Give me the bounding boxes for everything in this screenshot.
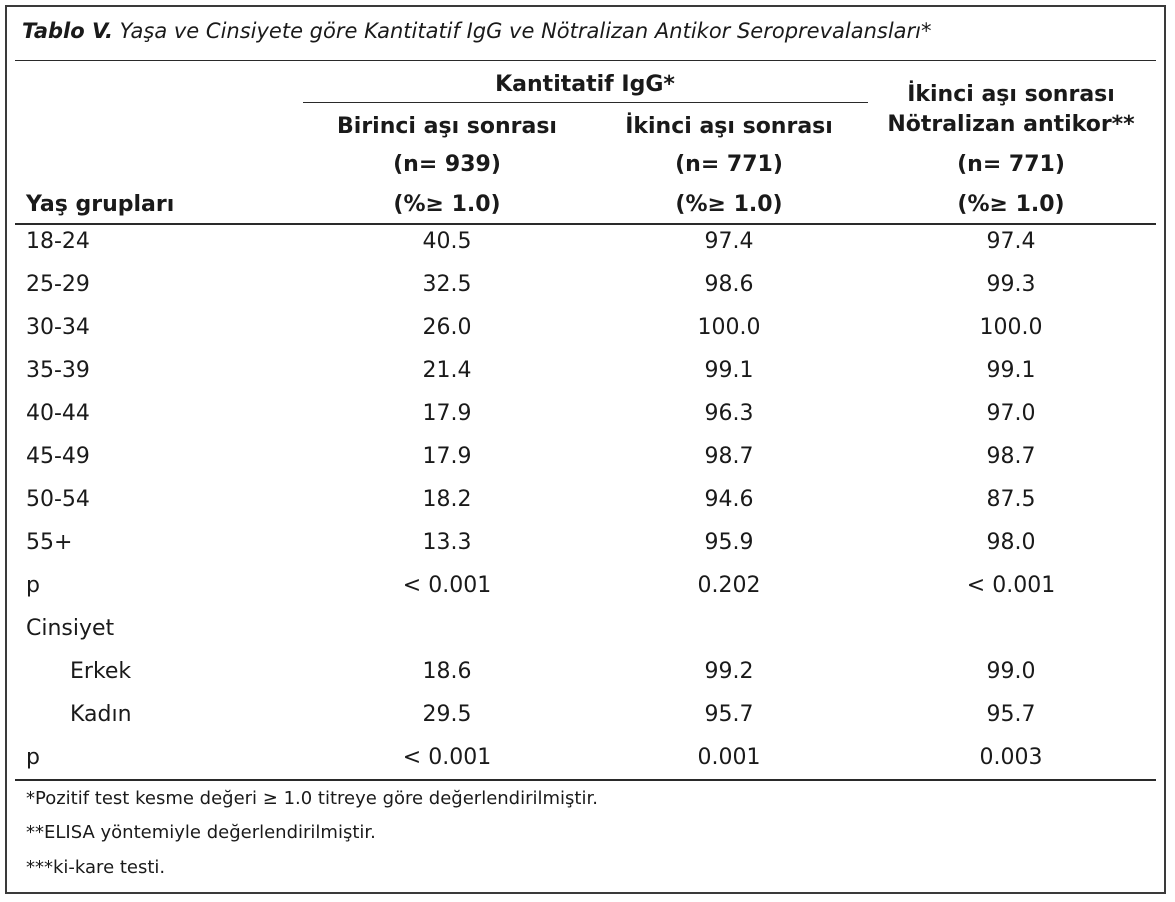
row-label: 40-44: [26, 401, 90, 426]
col2-title: İkinci aşı sonrası: [625, 114, 833, 139]
footnote: *Pozitif test kesme değeri ≥ 1.0 titreye göre değerlendirilmiştir.: [26, 788, 598, 809]
cell: 0.001: [697, 745, 761, 770]
row-label: p: [26, 745, 40, 770]
col3-n: (n= 771): [957, 152, 1065, 177]
cell: 95.9: [704, 530, 754, 555]
cell: < 0.001: [966, 573, 1056, 598]
cell: 0.003: [979, 745, 1043, 770]
cell: 95.7: [704, 702, 754, 727]
cell: 29.5: [422, 702, 472, 727]
cell: 17.9: [422, 401, 472, 426]
table-number: Tablo V.: [22, 19, 113, 43]
col1-n: (n= 939): [393, 152, 501, 177]
cell: 99.1: [986, 358, 1036, 383]
cell: 97.4: [704, 229, 754, 254]
cell: 17.9: [422, 444, 472, 469]
row-label: 55+: [26, 530, 73, 555]
cell: < 0.001: [402, 745, 492, 770]
header-rule: [15, 223, 1156, 225]
cell: 13.3: [422, 530, 472, 555]
row-header-label: Yaş grupları: [26, 192, 175, 217]
cell: 0.202: [697, 573, 761, 598]
cell: 40.5: [422, 229, 472, 254]
row-label: 50-54: [26, 487, 90, 512]
bottom-rule: [15, 779, 1156, 781]
cell: 99.1: [704, 358, 754, 383]
footnote: **ELISA yöntemiyle değerlendirilmiştir.: [26, 822, 376, 843]
table-title: Yaşa ve Cinsiyete göre Kantitatif IgG ve Nötralizan Antikor Seroprevalansları*: [119, 19, 932, 43]
group-header: Kantitatif IgG*: [495, 72, 675, 97]
row-label: 25-29: [26, 272, 90, 297]
cell: 87.5: [986, 487, 1036, 512]
cell: 99.0: [986, 659, 1036, 684]
col2-unit: (%≥ 1.0): [675, 192, 783, 217]
cell: 18.2: [422, 487, 472, 512]
section-label: Cinsiyet: [26, 616, 115, 641]
row-label: 30-34: [26, 315, 90, 340]
col3-unit: (%≥ 1.0): [957, 192, 1065, 217]
cell: 98.7: [986, 444, 1036, 469]
row-label: 45-49: [26, 444, 90, 469]
cell: 100.0: [979, 315, 1043, 340]
col1-unit: (%≥ 1.0): [393, 192, 501, 217]
cell: 97.0: [986, 401, 1036, 426]
cell: < 0.001: [402, 573, 492, 598]
row-label: p: [26, 573, 40, 598]
top-rule: [15, 60, 1156, 61]
cell: 98.6: [704, 272, 754, 297]
row-label: Erkek: [70, 659, 132, 684]
col2-n: (n= 771): [675, 152, 783, 177]
cell: 96.3: [704, 401, 754, 426]
cell: 99.2: [704, 659, 754, 684]
row-label: Kadın: [70, 702, 132, 727]
table-caption: [22, 19, 932, 43]
cell: 32.5: [422, 272, 472, 297]
cell: 97.4: [986, 229, 1036, 254]
group-header-rule: [303, 102, 868, 103]
col3-title-line2: Nötralizan antikor**: [887, 112, 1135, 137]
footnote: ***ki-kare testi.: [26, 857, 166, 878]
cell: 21.4: [422, 358, 472, 383]
cell: 94.6: [704, 487, 754, 512]
cell: 99.3: [986, 272, 1036, 297]
cell: 26.0: [422, 315, 472, 340]
cell: 100.0: [697, 315, 761, 340]
cell: 18.6: [422, 659, 472, 684]
col3-title-line1: İkinci aşı sonrası: [907, 82, 1115, 107]
row-label: 35-39: [26, 358, 90, 383]
col1-title: Birinci aşı sonrası: [337, 114, 557, 139]
cell: 95.7: [986, 702, 1036, 727]
cell: 98.0: [986, 530, 1036, 555]
cell: 98.7: [704, 444, 754, 469]
row-label: 18-24: [26, 229, 90, 254]
